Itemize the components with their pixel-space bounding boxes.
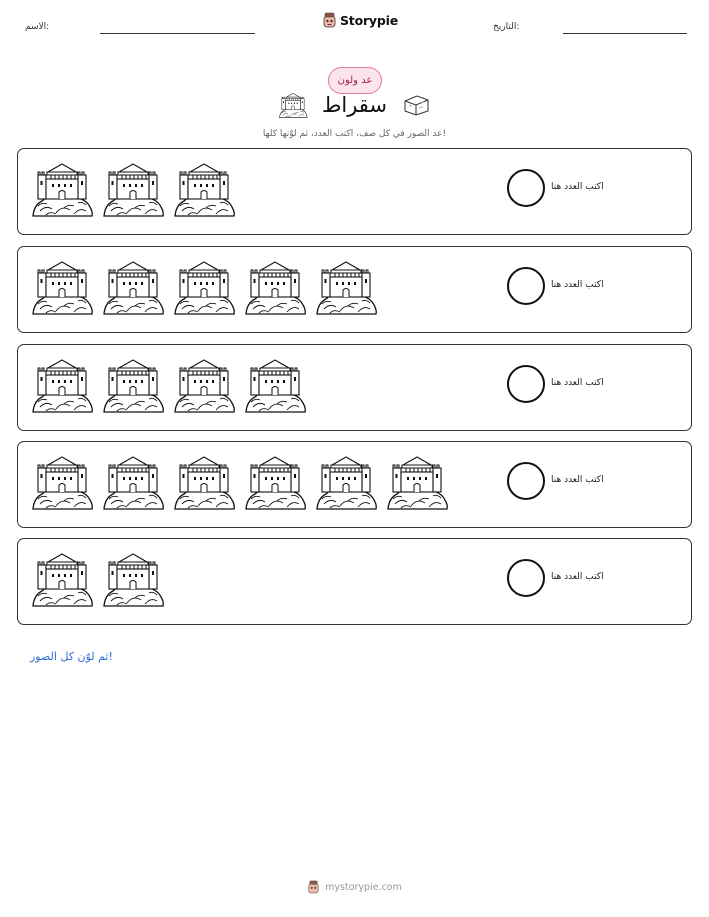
name-line[interactable]: [100, 33, 255, 34]
castle-icon[interactable]: [30, 357, 94, 413]
date-line[interactable]: [563, 33, 687, 34]
answer-circle[interactable]: [507, 365, 545, 403]
storypie-mascot-icon: [322, 12, 337, 28]
castle-group: [30, 454, 449, 510]
castle-icon[interactable]: [385, 454, 449, 510]
title-row: [0, 92, 709, 118]
castle-icon[interactable]: [314, 259, 378, 315]
activity-badge: عد ولون: [328, 67, 382, 94]
castle-icon[interactable]: [30, 551, 94, 607]
castle-group: [30, 357, 307, 413]
count-row-3: [17, 344, 692, 431]
answer-circle[interactable]: [507, 559, 545, 597]
count-row-5: [17, 538, 692, 625]
castle-icon[interactable]: [30, 161, 94, 217]
castle-icon[interactable]: [172, 357, 236, 413]
castle-icon[interactable]: [101, 161, 165, 217]
answer-label: اكتب العدد هنا: [551, 378, 604, 388]
answer-circle[interactable]: [507, 462, 545, 500]
brand-name: Storypie: [340, 12, 398, 28]
castle-icon[interactable]: [101, 259, 165, 315]
castle-group: [30, 259, 378, 315]
castle-icon[interactable]: [101, 551, 165, 607]
answer-label: اكتب العدد هنا: [551, 475, 604, 485]
answer-circle[interactable]: [507, 267, 545, 305]
castle-icon[interactable]: [243, 357, 307, 413]
cube-icon: [401, 93, 431, 117]
count-row-2: [17, 246, 692, 333]
footer-url[interactable]: mystorypie.com: [325, 881, 402, 893]
castle-icon[interactable]: [101, 454, 165, 510]
castle-group: [30, 161, 236, 217]
castle-icon[interactable]: [314, 454, 378, 510]
castle-icon[interactable]: [30, 259, 94, 315]
answer-label: اكتب العدد هنا: [551, 572, 604, 582]
name-label: الاسم:: [25, 22, 50, 32]
castle-icon[interactable]: [101, 357, 165, 413]
castle-icon[interactable]: [243, 454, 307, 510]
count-row-1: [17, 148, 692, 235]
color-all-note: ثم لوّن كل الصور!: [30, 650, 113, 663]
castle-icon[interactable]: [30, 454, 94, 510]
date-label: التاريخ:: [493, 22, 520, 32]
answer-label: اكتب العدد هنا: [551, 182, 604, 192]
instructions: عد الصور في كل صف، اكتب العدد، ثم لوّنها كلها!: [262, 129, 447, 139]
answer-label: اكتب العدد هنا: [551, 280, 604, 290]
footer: [0, 880, 709, 894]
answer-circle[interactable]: [507, 169, 545, 207]
count-row-4: [17, 441, 692, 528]
castle-icon[interactable]: [243, 259, 307, 315]
castle-group: [30, 551, 165, 607]
castle-icon[interactable]: [172, 161, 236, 217]
castle-icon: [278, 92, 308, 118]
castle-icon[interactable]: [172, 259, 236, 315]
page-title: سقراط: [321, 93, 388, 117]
brand-logo: [322, 12, 398, 28]
castle-icon[interactable]: [172, 454, 236, 510]
storypie-mascot-icon: [307, 880, 320, 894]
